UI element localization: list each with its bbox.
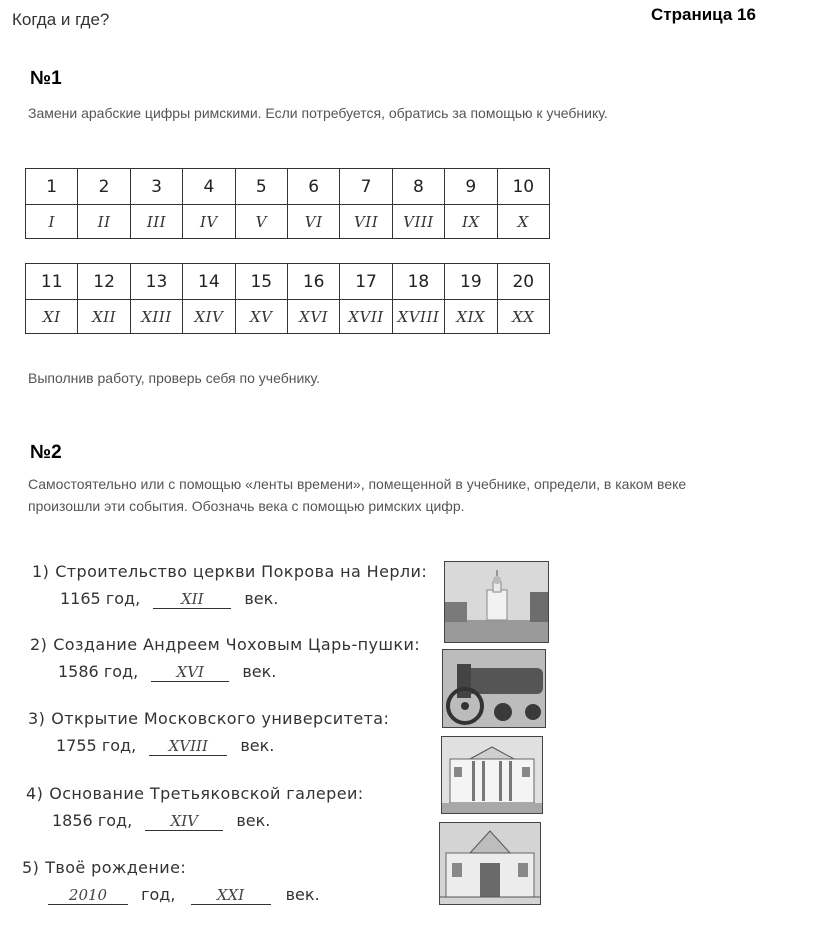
roman-answer-cell[interactable]: VI: [287, 205, 339, 239]
event-number: 3): [28, 709, 46, 728]
exercise-1-number: №1: [30, 68, 62, 89]
century-answer-field[interactable]: XVI: [151, 663, 229, 682]
year-word: год,: [141, 885, 176, 904]
century-word: век.: [285, 885, 320, 904]
event-1-answer-line: [60, 589, 278, 609]
century-answer-field[interactable]: XXI: [191, 886, 271, 905]
arabic-row: [26, 264, 550, 300]
arabic-cell: 18: [392, 264, 444, 300]
event-year: 1165: [60, 589, 101, 608]
event-5-text: [22, 858, 186, 877]
century-word: век.: [236, 811, 271, 830]
event-year: 1856: [52, 811, 93, 830]
century-word: век.: [242, 662, 277, 681]
roman-answer-cell[interactable]: III: [130, 205, 182, 239]
century-answer-field[interactable]: XVIII: [149, 737, 227, 756]
event-3-answer-line: [56, 736, 274, 756]
arabic-cell: 13: [130, 264, 182, 300]
event-year: 1755: [56, 736, 97, 755]
event-3-text: [28, 709, 389, 728]
year-word: год,: [101, 736, 137, 755]
roman-answer-cell[interactable]: XIII: [130, 300, 182, 334]
roman-answer-cell[interactable]: XVI: [287, 300, 339, 334]
arabic-cell: 4: [183, 169, 235, 205]
roman-answer-cell[interactable]: XV: [235, 300, 287, 334]
roman-answer-cell[interactable]: XIX: [445, 300, 497, 334]
arabic-cell: 17: [340, 264, 392, 300]
century-word: век.: [240, 736, 275, 755]
event-number: 1): [32, 562, 50, 581]
arabic-cell: 12: [78, 264, 130, 300]
tsar-cannon-photo: [442, 649, 546, 728]
roman-answer-cell[interactable]: XII: [78, 300, 130, 334]
exercise-2-instruction-line-2: произошли эти события. Обозначь века с помощью римских цифр.: [28, 498, 465, 514]
event-description: Основание Третьяковской галереи:: [49, 784, 364, 803]
roman-answer-cell[interactable]: X: [497, 205, 549, 239]
roman-answer-cell[interactable]: XX: [497, 300, 549, 334]
arabic-cell: 14: [183, 264, 235, 300]
roman-answer-cell[interactable]: XI: [26, 300, 78, 334]
arabic-cell: 15: [235, 264, 287, 300]
event-year: 1586: [58, 662, 99, 681]
university-photo: [441, 736, 543, 814]
roman-answer-cell[interactable]: XVII: [340, 300, 392, 334]
arabic-cell: 6: [287, 169, 339, 205]
event-4-text: [26, 784, 364, 803]
birth-year-field[interactable]: 2010: [48, 886, 128, 905]
topic-title: Когда и где?: [12, 10, 110, 29]
exercise-2-number: №2: [30, 442, 62, 463]
event-number: 5): [22, 858, 40, 877]
event-number: 4): [26, 784, 44, 803]
arabic-cell: 10: [497, 169, 549, 205]
roman-row: [26, 205, 550, 239]
roman-answer-cell[interactable]: VII: [340, 205, 392, 239]
arabic-row: [26, 169, 550, 205]
arabic-cell: 11: [26, 264, 78, 300]
year-word: год,: [105, 589, 141, 608]
exercise-1-instruction: Замени арабские цифры римскими. Если потребуется, обратись за помощью к учебнику.: [28, 105, 608, 121]
arabic-cell: 3: [130, 169, 182, 205]
roman-answer-cell[interactable]: I: [26, 205, 78, 239]
century-answer-field[interactable]: XIV: [145, 812, 223, 831]
arabic-cell: 9: [445, 169, 497, 205]
arabic-cell: 8: [392, 169, 444, 205]
event-description: Твоё рождение:: [45, 858, 187, 877]
event-5-answer-line: [48, 885, 320, 905]
event-description: Строительство церкви Покрова на Нерли:: [55, 562, 428, 581]
year-word: год,: [103, 662, 139, 681]
event-description: Создание Андреем Чоховым Царь-пушки:: [53, 635, 421, 654]
event-2-text: [30, 635, 420, 654]
roman-answer-cell[interactable]: XVIII: [392, 300, 444, 334]
roman-answer-cell[interactable]: IV: [183, 205, 235, 239]
arabic-cell: 20: [497, 264, 549, 300]
roman-table-1: [25, 168, 550, 239]
century-word: век.: [244, 589, 279, 608]
roman-row: [26, 300, 550, 334]
arabic-cell: 2: [78, 169, 130, 205]
church-photo: [444, 561, 549, 643]
roman-answer-cell[interactable]: IX: [445, 205, 497, 239]
roman-answer-cell[interactable]: V: [235, 205, 287, 239]
arabic-cell: 19: [445, 264, 497, 300]
year-word: год,: [97, 811, 133, 830]
roman-answer-cell[interactable]: VIII: [392, 205, 444, 239]
event-2-answer-line: [58, 662, 276, 682]
arabic-cell: 16: [287, 264, 339, 300]
event-1-text: [32, 562, 427, 581]
event-description: Открытие Московского университета:: [51, 709, 390, 728]
exercise-2-instruction-line-1: Самостоятельно или с помощью «ленты времени», помещенной в учебнике, определи, в каком веке: [28, 476, 687, 492]
arabic-cell: 5: [235, 169, 287, 205]
roman-answer-cell[interactable]: II: [78, 205, 130, 239]
roman-table-2: [25, 263, 550, 334]
exercise-1-check-note: Выполнив работу, проверь себя по учебнику.: [28, 370, 321, 386]
page-number: Страница 16: [651, 5, 756, 24]
roman-answer-cell[interactable]: XIV: [183, 300, 235, 334]
century-answer-field[interactable]: XII: [153, 590, 231, 609]
tretyakov-gallery-photo: [439, 822, 541, 905]
arabic-cell: 7: [340, 169, 392, 205]
arabic-cell: 1: [26, 169, 78, 205]
event-number: 2): [30, 635, 48, 654]
event-4-answer-line: [52, 811, 270, 831]
